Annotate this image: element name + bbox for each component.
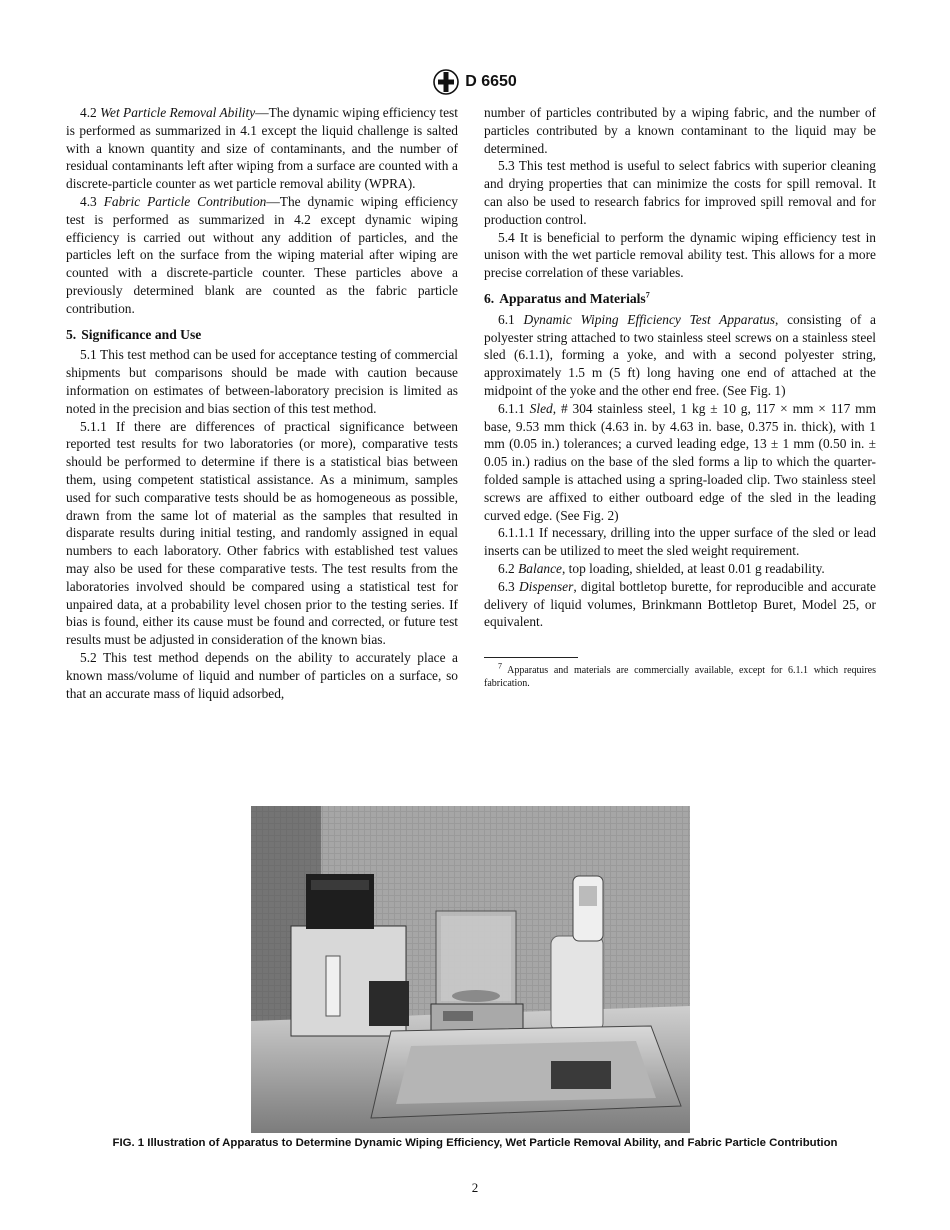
section-6-heading: 6. Apparatus and Materials$^7$: [484, 290, 650, 306]
paragraph-4-3: 4.3 Fabric Particle Contribution—The dynamic wiping efficiency test is performed as summarized in 4.2 except dynamic wiping efficiency is carried out without any addition of particles, and the particles left on the surface from the wiping material after wiping are counted with a discrete-particle counter. These particles above a previously determined blank are counted as the fabric particle contribution.: [66, 193, 458, 316]
paragraph-5-2-continued: number of particles contributed by a wiping fabric, and the number of particles contributed by a known contaminant to the liquid may be determined.: [484, 105, 876, 156]
paragraph-6-2: 6.2 Balance, top loading, shielded, at least 0.01 g readability.: [498, 560, 825, 576]
paragraph-5-1: 5.1 This test method can be used for acceptance testing of commercial shipments but comparisons should be made with caution because information on estimates of between-laboratory precision is limited as noted in the precision and bias section of this test method.: [66, 347, 458, 416]
paragraph-4-2: 4.2 Wet Particle Removal Ability—The dynamic wiping efficiency test is performed as summarized in 4.1 except the liquid challenge is salted with a known quantity and size of contaminants, and the number of residual contaminants left after wiping from a surface are counted with a discrete-particle counter as wet particle removal ability (WPRA).: [66, 105, 458, 192]
paragraph-6-1: 6.1 Dynamic Wiping Efficiency Test Apparatus, consisting of a polyester string attached to two stainless steel screws on a stainless steel sled (6.1.1), forming a yoke, and with a second polyester string, approximately 1.5 m (5 ft) long having one end of attached at the midpoint of the yoke and the other end free. (See Fig. 1): [484, 311, 876, 398]
paragraph-5-3: 5.3 This test method is useful to select fabrics with superior cleaning and drying properties that can minimize the costs for spill removal. It can also be used to research fabrics for improved spill removal and for production control.: [484, 158, 876, 227]
right-column: [484, 104, 876, 690]
page-header: [0, 68, 950, 96]
figure-caption: FIG. 1 Illustration of Apparatus to Determine Dynamic Wiping Efficiency, Wet Particle Removal Ability, and Fabric Particle Contribution: [112, 1137, 838, 1149]
astm-logo-icon: [433, 69, 459, 95]
left-column: [66, 104, 458, 702]
paragraph-5-4: 5.4 It is beneficial to perform the dynamic wiping efficiency test in unison with the wet particle removal ability test. This allows for a more precise correlation of these variables.: [484, 229, 876, 281]
paragraph-6-1-1-1: 6.1.1.1 If necessary, drilling into the upper surface of the sled or lead inserts can be utilized to meet the sled weight requirement.: [484, 525, 876, 559]
figure-1-photo: [251, 806, 690, 1133]
document-id: D 6650: [465, 73, 517, 90]
footnote-7: $^7$ Apparatus and materials are commercially available, except for 6.1.1 which requires fabrication.: [484, 661, 876, 690]
paragraph-6-3: 6.3 Dispenser, digital bottletop burette, for reproducible and accurate delivery of liquid volumes, Brinkmann Bottletop Buret, Model 25, or equivalent.: [484, 578, 876, 630]
page-number: 2: [471, 1180, 479, 1195]
section-5-heading: 5. Significance and Use: [66, 326, 202, 342]
paragraph-5-1-1: 5.1.1 If there are differences of practical significance between reported test results for two laboratories (or more), comparative tests should be performed to determine if there is a statistical bias between them, using competent statistical assistance. As a minimum, samples used for such comparative tests should be as homogeneous as possible, drawn from the same lot of material as the samples that resulted in disparate results during initial testing, and randomly assigned in equal numbers to each laboratory. Other fabrics with established test values may also be used for these comparative tests. The test results from the laboratories involved should be compared using a statistical test for unpaired data, at a probability level chosen prior to the testing series. If bias is found, either its cause must be found and corrected, or future test results must be adjusted in consideration of the known bias.: [66, 418, 458, 648]
footnote-divider: [484, 657, 578, 658]
paragraph-5-2: 5.2 This test method depends on the ability to accurately place a known mass/volume of liquid and number of particles on a surface, so that an accurate mass of liquid adsorbed,: [66, 649, 458, 701]
paragraph-6-1-1: 6.1.1 Sled, # 304 stainless steel, 1 kg ± 10 g, 117 × mm × 117 mm base, 9.53 mm thick (4.63 in. by 4.63 in. base, 0.375 in. thick), with 1 mm (0.05 in.) tolerances; a curved leading edge, 13 ± 1 mm (0.50 in. ± 0.05 in.) radius on the base of the sled forms a lip to which the quarter-folded sample is attached using a spring-loaded clip. Two stainless steel screws are affixed to either outboard edge of the sled in the leading curved edge. (See Fig. 2): [484, 400, 876, 523]
